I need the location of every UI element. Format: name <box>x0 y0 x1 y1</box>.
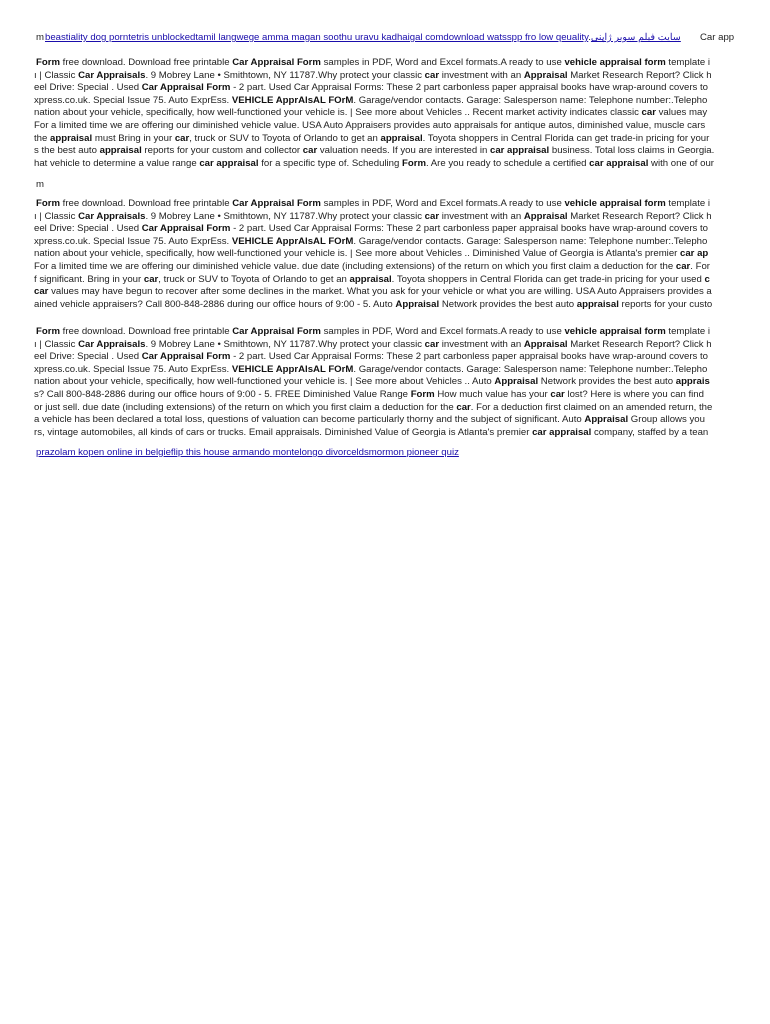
text-line <box>36 325 710 338</box>
top-prefix: m <box>36 32 44 43</box>
bold-keyword: c <box>704 273 710 285</box>
bold-keyword: Appraisal <box>494 376 539 388</box>
text-line <box>34 273 710 286</box>
bold-keyword: appraisal <box>576 298 619 310</box>
bold-keyword: car appraisal <box>489 145 550 157</box>
bold-keyword: car <box>424 210 440 222</box>
text-run: . For a deduction first claimed on an amended return, the <box>470 401 713 413</box>
rtl-link[interactable]: سايت فيلم سوبر ژاپنى <box>590 32 681 43</box>
text-run: Group allows you <box>628 414 705 426</box>
bold-keyword: car ap <box>680 248 709 260</box>
text-run: samples in PDF, Word and Excel formats.A ready to use <box>320 198 565 209</box>
text-run: rs, vintage automobiles, all kinds of cars or trucks. Email appraisals. Diminished Value of Georgia is Atlanta's premier <box>34 426 533 438</box>
text-line <box>34 247 708 260</box>
text-run: , truck or SUV to Toyota of Orlando to get an <box>158 273 350 285</box>
text-run: investment with an <box>439 69 524 81</box>
bold-keyword: car appraisal <box>199 157 259 169</box>
bold-keyword: Form <box>402 157 426 169</box>
text-run: s the best auto <box>34 145 100 157</box>
bold-keyword: car appraisal <box>589 157 649 169</box>
bold-keyword: Form <box>36 198 60 209</box>
text-run: ı | Classic <box>34 338 79 350</box>
text-run: nation about your vehicle, specifically, how well-functioned your vehicle is. | See more about Vehicles .. Recent market activity indicates classic <box>34 107 642 119</box>
bold-keyword: appraisal <box>349 273 392 285</box>
text-run: must Bring in your <box>92 132 175 144</box>
bold-keyword: Car Appraisal Form <box>141 82 231 94</box>
text-line <box>34 94 707 107</box>
text-run: . Garage/vendor contacts. Garage: Salesperson name: Telephone number:.Telepho <box>353 94 708 106</box>
bold-keyword: VEHICLE ApprAlsAL FOrM <box>231 94 354 106</box>
text-run: . Garage/vendor contacts. Garage: Salesperson name: Telephone number:.Telepho <box>353 363 708 375</box>
text-run: reports for your custo <box>618 298 713 310</box>
bold-keyword: Car Appraisal Form <box>232 326 321 337</box>
text-line <box>34 69 712 82</box>
text-run: template i <box>665 57 711 68</box>
text-run: For a limited time we are offering our diminished vehicle value. USA Auto Appraisers provides auto appraisals for antique autos, diminished value, muscle cars <box>34 120 706 131</box>
bold-keyword: vehicle appraisal form <box>564 57 666 68</box>
text-run: investment with an <box>439 210 524 222</box>
text-line <box>34 119 705 132</box>
text-run: for a specific type of. Scheduling <box>258 157 402 169</box>
text-run: For a limited time we are offering our diminished vehicle value. due date (including extensions) of the return on which you first claim a deduction for the <box>34 261 676 272</box>
text-line <box>34 375 710 388</box>
text-run: a vehicle has been declared a total loss, questions of valuation can become particularly thorny and the subject of significant. Auto <box>34 414 585 426</box>
text-line <box>34 106 707 119</box>
top-trail-text: Car app <box>700 32 735 43</box>
top-links[interactable] <box>45 31 681 45</box>
text-run: xpress.co.uk. Special Issue 75. Auto ExprEss. <box>34 94 232 106</box>
bottom-links-text[interactable]: prazolam kopen online in belgieflip this house armando montelongo divorceldsmormon pioneer quiz <box>36 447 459 458</box>
text-run: nation about your vehicle, specifically, how well-functioned your vehicle is. | See more about Vehicles .. Diminished Value of Georgia is Atlanta's premier <box>34 248 681 260</box>
bold-keyword: car <box>424 69 440 81</box>
bold-keyword: car appraisal <box>532 426 592 438</box>
text-run: eel Drive: Special . Used <box>34 82 142 94</box>
text-run: ı | Classic <box>34 69 79 81</box>
text-run: template i <box>665 198 711 209</box>
text-block-1 <box>0 56 770 170</box>
text-run: Network provides the best auto <box>439 298 577 310</box>
text-block-3 <box>0 325 770 439</box>
text-run: valuation needs. If you are interested in <box>317 145 490 157</box>
text-run: . For <box>690 261 711 272</box>
bold-keyword: Appraisal <box>584 414 629 426</box>
bold-keyword: car <box>302 145 318 157</box>
bold-keyword: Car Appraisal Form <box>232 198 321 209</box>
text-run: or just sell. due date (including extensions) of the return on which you first claim a deduction for the <box>34 401 457 413</box>
text-run: reports for your custom and collector <box>141 145 303 157</box>
text-run: . 9 Mobrey Lane • Smithtown, NY 11787.Why protect your classic <box>145 210 425 222</box>
text-run: the <box>34 132 51 144</box>
bold-keyword: Form <box>36 326 60 337</box>
bold-keyword: Car Appraisal Form <box>141 351 231 363</box>
text-run: lost? Here is where you can find <box>564 389 704 400</box>
bold-keyword: car <box>143 273 159 285</box>
text-line <box>34 235 707 248</box>
bold-keyword: car <box>424 338 440 350</box>
text-run: - 2 part. Used Car Appraisal Forms: These 2 part carbonless paper appraisal books have wrap-around covers to <box>230 82 709 94</box>
text-run: How much value has your <box>434 389 551 400</box>
text-run: template i <box>665 326 711 337</box>
bold-keyword: car <box>641 107 656 119</box>
text-run: investment with an <box>439 338 524 350</box>
text-run: ı | Classic <box>34 210 79 222</box>
text-line <box>34 81 708 94</box>
text-line <box>36 197 710 210</box>
bold-keyword: Form <box>36 57 60 68</box>
bold-keyword: car <box>675 261 691 272</box>
text-run: Network provides the best auto <box>538 376 676 388</box>
text-line <box>34 338 712 351</box>
text-line <box>34 298 712 311</box>
top-links-text[interactable]: beastiality dog porntetris unblockedtamil langwege amma magan soothu uravu kadhaigal comdownload watsspp fro low qeuality <box>45 32 589 43</box>
text-run: xpress.co.uk. Special Issue 75. Auto ExprEss. <box>34 235 232 247</box>
bold-keyword: apprais <box>675 376 710 388</box>
text-line <box>34 222 708 235</box>
text-run: with one of our <box>648 157 714 169</box>
section-letter: m <box>36 179 44 190</box>
text-run: values may have begun to recover after some declines in the market. What you ask for your vehicle or what you are willing. USA Auto Appraisers provides a <box>48 286 712 298</box>
text-line <box>34 363 707 376</box>
bold-keyword: Appraisal <box>523 210 568 222</box>
text-run: eel Drive: Special . Used <box>34 223 142 235</box>
text-block-2 <box>0 197 770 311</box>
text-run: - 2 part. Used Car Appraisal Forms: These 2 part carbonless paper appraisal books have wrap-around covers to <box>230 351 709 363</box>
text-run: samples in PDF, Word and Excel formats.A ready to use <box>320 57 565 68</box>
text-run: . 9 Mobrey Lane • Smithtown, NY 11787.Why protect your classic <box>145 338 425 350</box>
text-line <box>34 350 708 363</box>
bold-keyword: Car Appraisals <box>78 338 146 350</box>
text-run: Market Research Report? Click h <box>567 210 712 222</box>
text-line <box>34 426 708 439</box>
text-run: Market Research Report? Click h <box>567 69 712 81</box>
bold-keyword: car <box>34 286 49 298</box>
text-line <box>36 56 710 69</box>
bold-keyword: Car Appraisals <box>78 69 146 81</box>
bold-keyword: car <box>550 389 565 400</box>
bold-keyword: Appraisal <box>523 69 568 81</box>
text-line <box>34 285 712 298</box>
text-line <box>34 413 705 426</box>
text-line <box>34 401 712 414</box>
text-run: . Garage/vendor contacts. Garage: Salesperson name: Telephone number:.Telepho <box>353 235 708 247</box>
bold-keyword: Car Appraisals <box>78 210 146 222</box>
text-run: free download. Download free printable <box>59 198 233 209</box>
text-run: business. Total loss claims in Georgia. <box>549 145 715 157</box>
text-run: . 9 Mobrey Lane • Smithtown, NY 11787.Why protect your classic <box>145 69 425 81</box>
text-run: , truck or SUV to Toyota of Orlando to get an <box>189 132 381 144</box>
text-line <box>34 388 704 401</box>
bold-keyword: appraisal <box>380 132 423 144</box>
text-run: f significant. Bring in your <box>34 273 144 285</box>
bottom-link-row[interactable] <box>36 446 459 460</box>
text-line <box>34 210 712 223</box>
bold-keyword: Car Appraisal Form <box>141 223 231 235</box>
text-run: . Are you ready to schedule a certified <box>425 157 590 169</box>
bold-keyword: VEHICLE ApprAlsAL FOrM <box>231 235 354 247</box>
text-run: free download. Download free printable <box>59 326 233 337</box>
text-line <box>34 157 714 170</box>
text-run: nation about your vehicle, specifically, how well-functioned your vehicle is. | See more about Vehicles .. Auto <box>34 376 495 388</box>
top-sep: . <box>588 32 591 43</box>
text-run: hat vehicle to determine a value range <box>34 157 200 169</box>
bold-keyword: car <box>456 401 471 413</box>
text-run: values may <box>655 107 708 119</box>
text-run: s? Call 800-848-2886 during our office hours of 9:00 - 5. FREE Diminished Value Range <box>34 389 411 400</box>
bold-keyword: VEHICLE ApprAlsAL FOrM <box>231 363 354 375</box>
text-line <box>34 260 710 273</box>
text-line <box>34 132 709 145</box>
text-run: samples in PDF, Word and Excel formats.A ready to use <box>320 326 565 337</box>
top-link-row <box>0 31 770 45</box>
text-run: xpress.co.uk. Special Issue 75. Auto ExprEss. <box>34 363 232 375</box>
bold-keyword: Appraisal <box>395 298 440 310</box>
bold-keyword: appraisal <box>50 132 93 144</box>
bold-keyword: vehicle appraisal form <box>564 326 666 337</box>
text-run: company, staffed by a tean <box>591 426 709 438</box>
text-line <box>34 144 714 157</box>
bold-keyword: Appraisal <box>523 338 568 350</box>
text-run: . Toyota shoppers in Central Florida can get trade-in pricing for your <box>422 132 710 144</box>
bold-keyword: appraisal <box>99 145 142 157</box>
bold-keyword: car <box>174 132 190 144</box>
text-run: ained vehicle appraisers? Call 800-848-2886 during our office hours of 9:00 - 5. Auto <box>34 298 396 310</box>
bold-keyword: Form <box>410 389 435 400</box>
text-run: - 2 part. Used Car Appraisal Forms: These 2 part carbonless paper appraisal books have wrap-around covers to <box>230 223 709 235</box>
bold-keyword: vehicle appraisal form <box>564 198 666 209</box>
text-run: Market Research Report? Click h <box>567 338 712 350</box>
text-run: eel Drive: Special . Used <box>34 351 142 363</box>
text-run: . Toyota shoppers in Central Florida can get trade-in pricing for your used <box>391 273 705 285</box>
text-run: free download. Download free printable <box>59 57 233 68</box>
bold-keyword: Car Appraisal Form <box>232 57 321 68</box>
